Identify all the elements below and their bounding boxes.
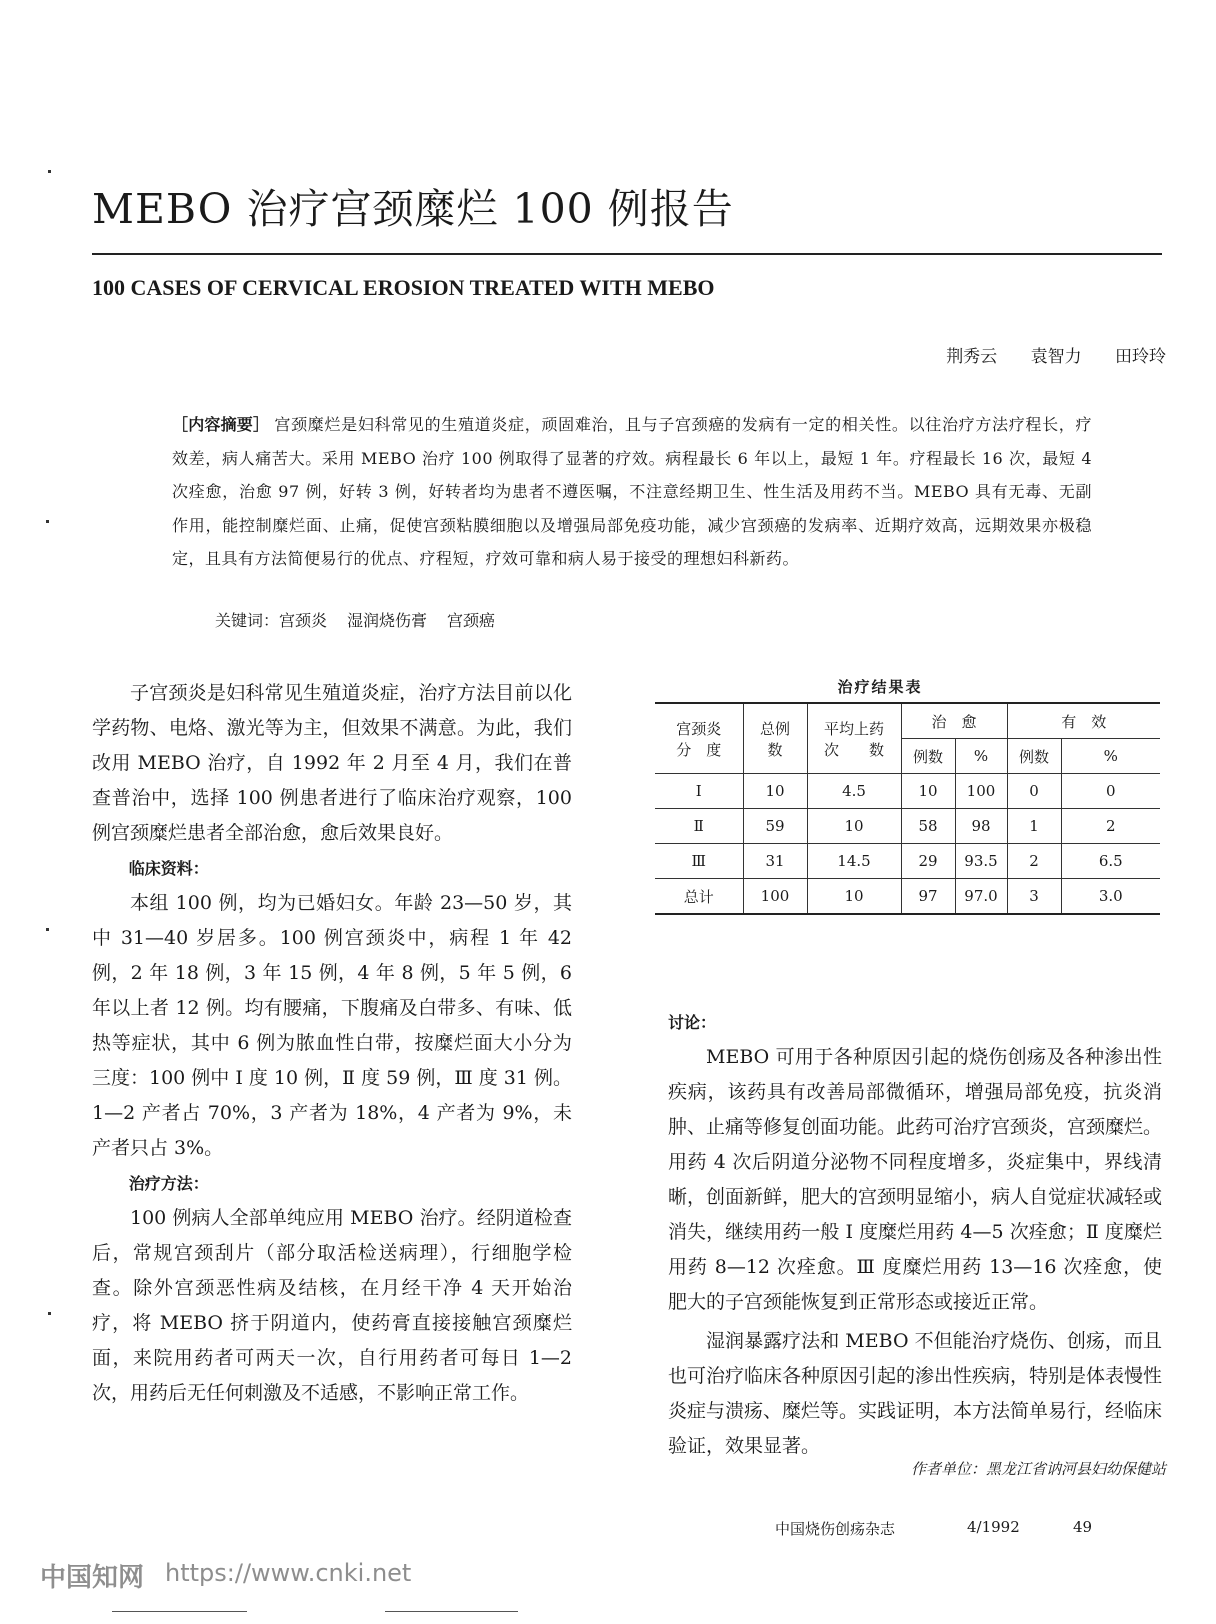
clinical-heading: 临床资料： <box>128 859 209 878</box>
table-row-total <box>655 879 1160 915</box>
page-title: MEBO 治疗宫颈糜烂 100 例报告 <box>92 185 734 233</box>
cell-avg: 14.5 <box>807 844 901 879</box>
discussion-heading: 讨论： <box>668 1013 717 1032</box>
keyword: 宫颈癌 <box>447 611 496 630</box>
cell-effective-percent: 3.0 <box>1061 879 1160 915</box>
english-subtitle: 100 CASES OF CERVICAL EROSION TREATED WITH MEBO <box>92 275 715 300</box>
table-row <box>655 774 1160 809</box>
header-degree: 宫颈炎 分 度 <box>655 703 743 774</box>
cell-effective-percent: 6.5 <box>1061 844 1160 879</box>
header-total: 总例 数 <box>743 703 807 774</box>
author-affiliation: 作者单位：黑龙江省讷河县妇幼保健站 <box>910 1460 1166 1478</box>
discussion-paragraph-1: MEBO 可用于各种原因引起的烧伤创疡及各种渗出性疾病，该药具有改善局部微循环，增强局部免疫，抗炎消肿、止痛等修复创面功能。此药可治疗宫颈炎，宫颈糜烂。用药 4 次后阴道分泌物不同程度增多，炎症集中，界线清晰，创面新鲜，肥大的宫颈明显缩小，病人自觉症状减轻或消失，继续用药一般 Ⅰ 度糜烂用药 4—5 次痊愈；Ⅱ 度糜烂用药 8—12 次痊愈。Ⅲ 度糜烂用药 13—16 次痊愈，使肥大的子宫颈能恢复到正常形态或接近正常。 <box>668 1046 1163 1313</box>
keyword: 宫颈炎 <box>279 611 328 630</box>
footer-rule <box>112 1611 247 1612</box>
author-name: 田玲玲 <box>1115 347 1166 367</box>
table-row <box>655 844 1160 879</box>
cell-avg: 10 <box>807 809 901 844</box>
issue-number: 4/1992 <box>967 1518 1020 1536</box>
scan-speck <box>46 520 49 523</box>
method-paragraph: 100 例病人全部单纯应用 MEBO 治疗。经阴道检查后，常规宫颈刮片（部分取活检送病理），行细胞学检查。除外宫颈恶性病及结核，在月经干净 4 天开始治疗，将 MEBO 挤于阴道内，使药膏直接接触宫颈糜烂面，来院用药者可两天一次，自行用药者可每日 1—2 次，用药后无任何刺激及不适感，不影响正常工作。 <box>92 1207 572 1404</box>
cell-avg: 4.5 <box>807 774 901 809</box>
cell-effective-cases: 1 <box>1007 809 1061 844</box>
discussion-paragraph-2: 湿润暴露疗法和 MEBO 不但能治疗烧伤、创疡，而且也可治疗临床各种原因引起的渗出性疾病，特别是体表慢性炎症与溃疡、糜烂等。实践证明，本方法简单易行，经临床验证，效果显著。 <box>668 1330 1163 1457</box>
cell-cured-percent: 93.5 <box>955 844 1007 879</box>
header-effective: 有 效 <box>1007 703 1160 739</box>
header-cured: 治 愈 <box>901 703 1007 739</box>
cell-degree: 总计 <box>655 879 743 915</box>
journal-name: 中国烧伤创疡杂志 <box>775 1520 896 1538</box>
cell-cured-cases: 58 <box>901 809 955 844</box>
author-name: 荆秀云 <box>946 347 998 367</box>
header-cured-percent: % <box>955 739 1007 774</box>
intro-paragraph: 子宫颈炎是妇科常见生殖道炎症，治疗方法目前以化学药物、电烙、激光等为主，但效果不满意。为此，我们改用 MEBO 治疗，自 1992 年 2 月至 4 月，我们在普查普治中，选择 100 例患者进行了临床治疗观察，100 例宫颈糜烂患者全部治愈，愈后效果良好。 <box>92 682 572 844</box>
scan-speck <box>46 928 49 931</box>
cell-cured-percent: 100 <box>955 774 1007 809</box>
cell-effective-percent: 2 <box>1061 809 1160 844</box>
cell-effective-cases: 3 <box>1007 879 1061 915</box>
abstract-label: ［内容摘要］ <box>172 415 270 434</box>
cell-cured-percent: 98 <box>955 809 1007 844</box>
table-row <box>655 809 1160 844</box>
keywords <box>215 608 515 631</box>
header-effective-percent: % <box>1061 739 1160 774</box>
cell-effective-percent: 0 <box>1061 774 1160 809</box>
header-effective-cases: 例数 <box>1007 739 1061 774</box>
cell-degree: Ⅲ <box>655 844 743 879</box>
cell-degree: Ⅱ <box>655 809 743 844</box>
right-column <box>668 1005 1162 1464</box>
author-list <box>918 342 1166 367</box>
cell-total: 31 <box>743 844 807 879</box>
cell-cured-cases: 10 <box>901 774 955 809</box>
left-column <box>92 676 572 1411</box>
cell-total: 100 <box>743 879 807 915</box>
cell-total: 10 <box>743 774 807 809</box>
table-caption: 治疗结果表 <box>837 678 923 696</box>
abstract-text: 宫颈糜烂是妇科常见的生殖道炎症，顽固难治，且与子宫颈癌的发病有一定的相关性。以往治疗方法疗程长，疗效差，病人痛苦大。采用 MEBO 治疗 100 例取得了显著的疗效。病程最长 6 年以上，最短 1 年。疗程最长 16 次，最短 4 次痊愈，治愈 97 例，好转 3 例，好转者均为患者不遵医嘱，不注意经期卫生、性生活及用药不当。MEBO 具有无毒、无副作用，能控制糜烂面、止痛，促使宫颈粘膜细胞以及增强局部免疫功能，减少宫颈癌的发病率、近期疗效高，远期效果亦极稳定，且具有方法简便易行的优点、疗程短，疗效可靠和病人易于接受的理想妇科新药。 <box>172 415 1092 568</box>
cell-effective-cases: 0 <box>1007 774 1061 809</box>
header-avg-applications: 平均上药 次 数 <box>807 703 901 774</box>
title-rule <box>92 253 1162 255</box>
author-name: 袁智力 <box>1030 347 1082 367</box>
footer-rule <box>385 1611 518 1612</box>
cnki-watermark-logo: 中国知网 <box>40 1563 145 1593</box>
results-table <box>655 702 1160 915</box>
scan-speck <box>48 1312 51 1315</box>
cell-cured-percent: 97.0 <box>955 879 1007 915</box>
cell-total: 59 <box>743 809 807 844</box>
clinical-paragraph: 本组 100 例，均为已婚妇女。年龄 23—50 岁，其中 31—40 岁居多。100 例宫颈炎中，病程 1 年 42 例，2 年 18 例，3 年 15 例，4 年 8 例，5 年 5 例，6 年以上者 12 例。均有腰痛，下腹痛及白带多、有味、低热等症状，其中 6 例为脓血性白带，按糜烂面大小分为三度：100 例中 Ⅰ 度 10 例，Ⅱ 度 59 例，Ⅲ 度 31 例。1—2 产者占 70%，3 产者为 18%，4 产者为 9%，未产者只占 3%。 <box>92 892 572 1159</box>
keyword: 湿润烧伤膏 <box>347 611 428 630</box>
cell-effective-cases: 2 <box>1007 844 1061 879</box>
cell-degree: Ⅰ <box>655 774 743 809</box>
header-cured-cases: 例数 <box>901 739 955 774</box>
scan-speck <box>48 170 51 173</box>
cell-cured-cases: 29 <box>901 844 955 879</box>
page-number: 49 <box>1073 1518 1093 1536</box>
keywords-label: 关键词： <box>215 611 280 630</box>
cell-cured-cases: 97 <box>901 879 955 915</box>
method-heading: 治疗方法： <box>128 1174 209 1193</box>
cell-avg: 10 <box>807 879 901 915</box>
abstract <box>172 408 1092 576</box>
cnki-watermark-url: https://www.cnki.net <box>165 1559 412 1587</box>
